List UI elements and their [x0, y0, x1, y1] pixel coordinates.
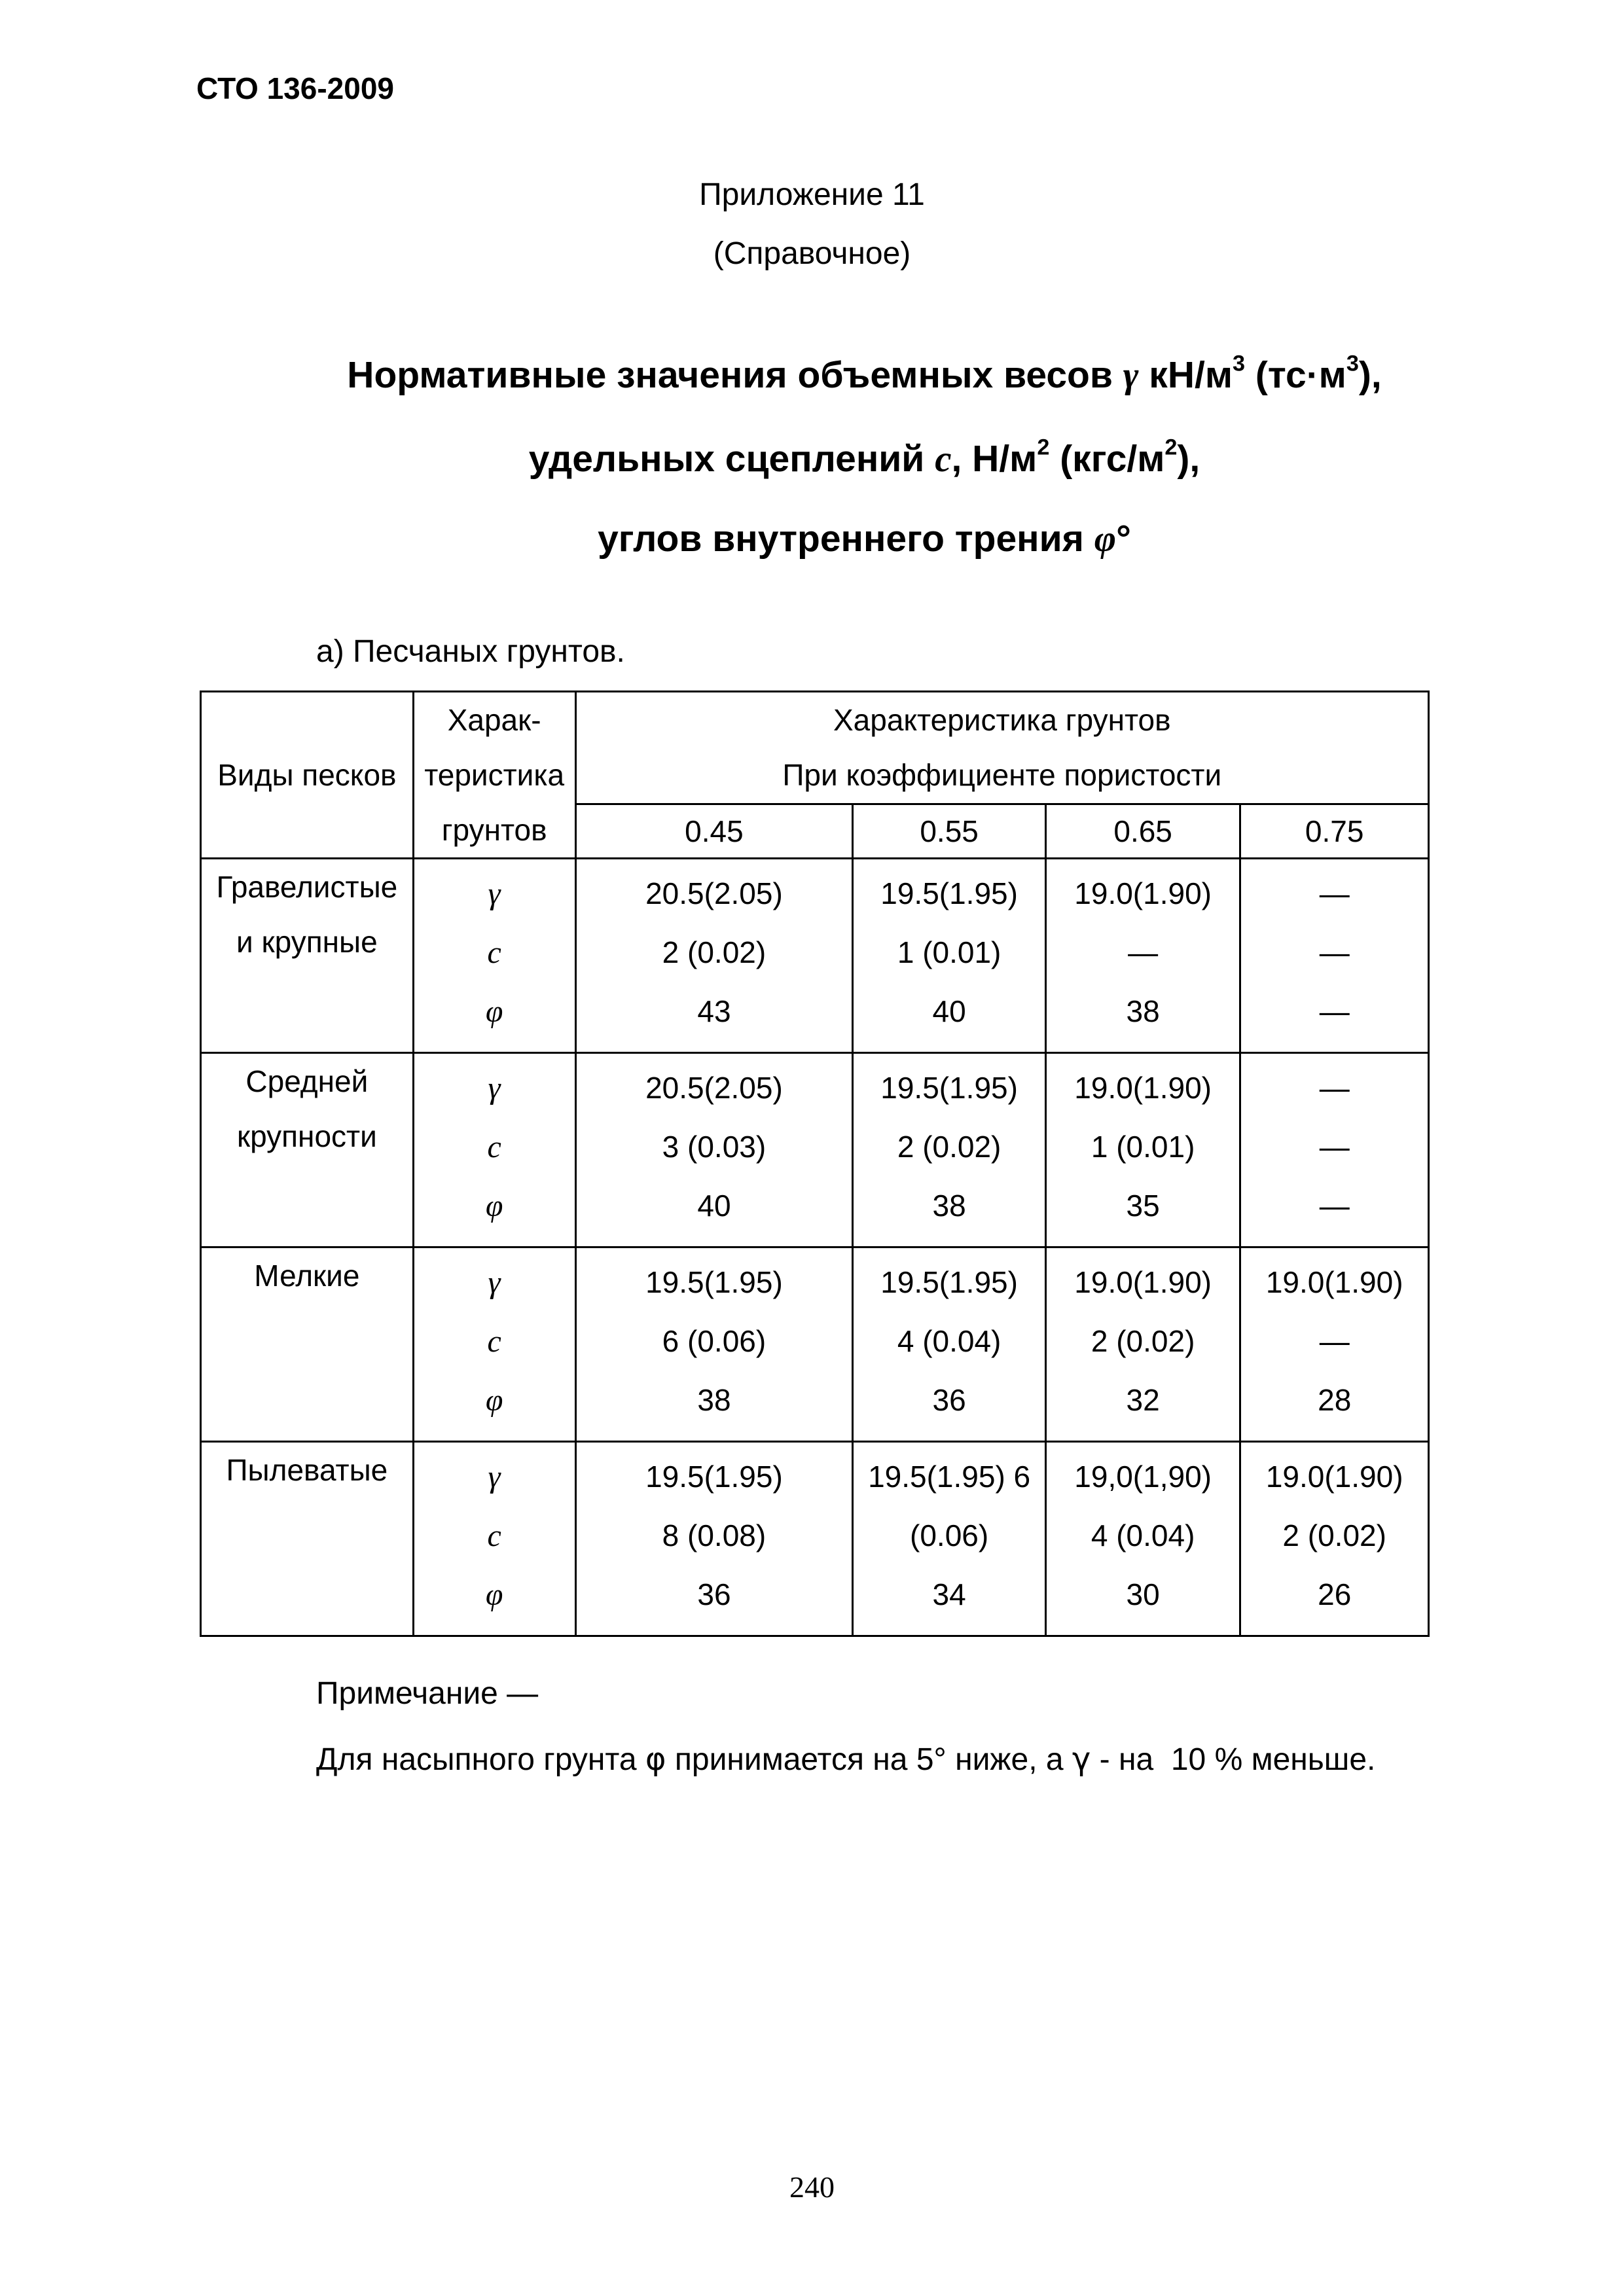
cell-value: 38	[697, 1383, 731, 1417]
page-number: 240	[789, 2170, 835, 2204]
sand-soil-table	[200, 691, 1430, 1637]
title-line-1-tail: ),	[1358, 354, 1382, 396]
title-unit-kgs-sup: 2	[1164, 435, 1178, 460]
table-row	[201, 859, 1429, 1053]
value-cell	[1045, 1247, 1240, 1442]
value-cell	[853, 859, 1046, 1053]
cell-value: 1 (0.01)	[897, 935, 1001, 969]
cell-value: 2 (0.02)	[1282, 1518, 1386, 1552]
cell-value: —	[1319, 1130, 1350, 1164]
cell-value: 2 (0.02)	[897, 1130, 1001, 1164]
characteristic-symbol: φ	[485, 1383, 503, 1418]
characteristic-symbol: c	[487, 1130, 501, 1164]
cell-value: 30	[1126, 1577, 1160, 1611]
cell-value: —	[1128, 935, 1159, 969]
cell-value: 19.5(1.95) 6	[868, 1460, 1031, 1494]
cell-value: (0.06)	[910, 1518, 989, 1552]
cell-value: 43	[697, 994, 731, 1028]
note-text-a: Для насыпного грунта	[316, 1742, 637, 1777]
cell-value: 40	[697, 1189, 731, 1223]
title-line-1-text: Нормативные значения объемных весов	[347, 354, 1113, 396]
cell-value: 1 (0.01)	[1091, 1130, 1195, 1164]
cell-value: —	[1319, 994, 1350, 1028]
characteristic-symbol: c	[487, 1324, 501, 1359]
note-gamma-symbol: γ	[1072, 1741, 1091, 1778]
note-phi-symbol: φ	[645, 1741, 666, 1778]
table-row	[201, 1053, 1429, 1247]
cell-value: 19,0(1,90)	[1074, 1460, 1212, 1494]
table-row	[201, 1442, 1429, 1636]
cell-value: 20.5(2.05)	[645, 876, 783, 910]
title-unit-ts-sup: 3	[1346, 351, 1359, 376]
title-unit-kn: кН/м	[1149, 354, 1233, 396]
cell-value: 32	[1126, 1383, 1160, 1417]
cell-value: 19.5(1.95)	[645, 1460, 783, 1494]
cell-value: 19.5(1.95)	[880, 1071, 1018, 1105]
characteristic-symbol: γ	[488, 1071, 501, 1105]
cell-value: 19.0(1.90)	[1074, 876, 1212, 910]
soil-kind-line: и крупные	[236, 925, 378, 959]
cell-value: 2 (0.02)	[662, 935, 767, 969]
header-group-line-2: При коэффициенте пористости	[782, 758, 1222, 792]
title-unit-n-sup: 2	[1037, 435, 1050, 460]
characteristic-symbol: γ	[488, 1460, 501, 1494]
appendix-label: Приложение 11	[699, 177, 925, 212]
value-cell	[1240, 1053, 1429, 1247]
value-cell	[575, 859, 853, 1053]
cell-value: 34	[932, 1577, 966, 1611]
title-line-2	[0, 437, 1624, 480]
cell-value: 19.5(1.95)	[880, 876, 1018, 910]
soil-kind-cell	[201, 859, 414, 1053]
cell-value: 19.0(1.90)	[1074, 1071, 1212, 1105]
soil-kind-line: Средней	[245, 1064, 369, 1098]
porosity-2: 0.65	[1045, 804, 1240, 859]
cell-value: 38	[1126, 994, 1160, 1028]
cell-value: 40	[932, 994, 966, 1028]
value-cell	[575, 1442, 853, 1636]
cell-value: 3 (0.03)	[662, 1130, 767, 1164]
value-cell	[575, 1053, 853, 1247]
title-line-1	[0, 353, 1624, 397]
soil-kind-cell	[201, 1053, 414, 1247]
value-cell	[1045, 859, 1240, 1053]
cell-value: 20.5(2.05)	[645, 1071, 783, 1105]
title-unit-n: , Н/м	[951, 438, 1038, 480]
porosity-1: 0.55	[853, 804, 1046, 859]
c-symbol: c	[935, 439, 952, 480]
soil-kind-line: Мелкие	[254, 1259, 360, 1293]
cell-value: —	[1319, 935, 1350, 969]
title-line-3	[0, 517, 1624, 560]
cell-value: —	[1319, 1189, 1350, 1223]
cell-value: 4 (0.04)	[1091, 1518, 1195, 1552]
note-text-b: принимается на 5° ниже, а	[674, 1742, 1064, 1777]
header-group	[575, 692, 1428, 804]
cell-value: 19.5(1.95)	[645, 1265, 783, 1299]
value-cell	[575, 1247, 853, 1442]
cell-value: 36	[697, 1577, 731, 1611]
value-cell	[853, 1053, 1046, 1247]
table-row	[201, 1247, 1429, 1442]
title-line-2-text: удельных сцеплений	[528, 438, 925, 480]
document-code: СТО 136-2009	[196, 71, 394, 105]
characteristic-symbol: γ	[488, 1265, 501, 1300]
cell-value: 36	[932, 1383, 966, 1417]
gamma-symbol: γ	[1123, 355, 1139, 396]
characteristic-symbol: φ	[485, 1189, 503, 1223]
characteristic-symbol: c	[487, 935, 501, 970]
characteristic-symbols-cell	[413, 1053, 575, 1247]
value-cell	[853, 1442, 1046, 1636]
cell-value: 38	[932, 1189, 966, 1223]
header-characteristic	[413, 692, 575, 859]
cell-value: —	[1319, 876, 1350, 910]
header-group-line-1: Характеристика грунтов	[833, 703, 1171, 737]
soil-kind-cell	[201, 1442, 414, 1636]
cell-value: 28	[1318, 1383, 1352, 1417]
title-unit-ts: (тс·м	[1255, 354, 1346, 396]
header-soil-kind-text: Виды песков	[217, 758, 397, 792]
characteristic-symbols-cell	[413, 1442, 575, 1636]
value-cell	[1045, 1442, 1240, 1636]
title-line-3-text: углов внутреннего трения	[598, 518, 1084, 560]
header-characteristic-line-1: Харак-	[447, 703, 541, 737]
section-label: а) Песчаных грунтов.	[316, 634, 625, 669]
cell-value: —	[1319, 1071, 1350, 1105]
phi-symbol: φ	[1094, 518, 1117, 560]
value-cell	[1240, 1442, 1429, 1636]
header-characteristic-line-2: теристика	[424, 758, 565, 792]
soil-kind-line: Пылеватые	[226, 1453, 388, 1487]
note-text-c: - на 10 % меньше.	[1099, 1742, 1376, 1777]
title-unit-kn-sup: 3	[1233, 351, 1246, 376]
header-soil-kind	[201, 692, 414, 859]
characteristic-symbol: φ	[485, 1577, 503, 1612]
cell-value: 19.0(1.90)	[1265, 1460, 1403, 1494]
header-characteristic-line-3: грунтов	[441, 813, 547, 847]
cell-value: 8 (0.08)	[662, 1518, 767, 1552]
porosity-0: 0.45	[575, 804, 853, 859]
cell-value: 19.0(1.90)	[1265, 1265, 1403, 1299]
cell-value: —	[1319, 1324, 1350, 1358]
soil-kind-cell	[201, 1247, 414, 1442]
soil-kind-line: крупности	[236, 1119, 377, 1153]
characteristic-symbols-cell	[413, 1247, 575, 1442]
cell-value: 26	[1318, 1577, 1352, 1611]
title-line-2-tail: ),	[1177, 438, 1200, 480]
value-cell	[1240, 859, 1429, 1053]
cell-value: 2 (0.02)	[1091, 1324, 1195, 1358]
title-line-3-tail: °	[1116, 518, 1131, 560]
cell-value: 19.0(1.90)	[1074, 1265, 1212, 1299]
title-unit-kgs: (кгс/м	[1060, 438, 1165, 480]
cell-value: 35	[1126, 1189, 1160, 1223]
note-label: Примечание —	[316, 1676, 539, 1711]
cell-value: 19.5(1.95)	[880, 1265, 1018, 1299]
porosity-3: 0.75	[1240, 804, 1429, 859]
value-cell	[853, 1247, 1046, 1442]
characteristic-symbol: c	[487, 1518, 501, 1553]
cell-value: 4 (0.04)	[897, 1324, 1001, 1358]
characteristic-symbol: γ	[488, 876, 501, 911]
value-cell	[1045, 1053, 1240, 1247]
appendix-note: (Справочное)	[713, 236, 911, 271]
cell-value: 6 (0.06)	[662, 1324, 767, 1358]
characteristic-symbol: φ	[485, 994, 503, 1029]
characteristic-symbols-cell	[413, 859, 575, 1053]
value-cell	[1240, 1247, 1429, 1442]
note-text	[316, 1741, 1375, 1778]
soil-kind-line: Гравелистые	[216, 870, 398, 904]
